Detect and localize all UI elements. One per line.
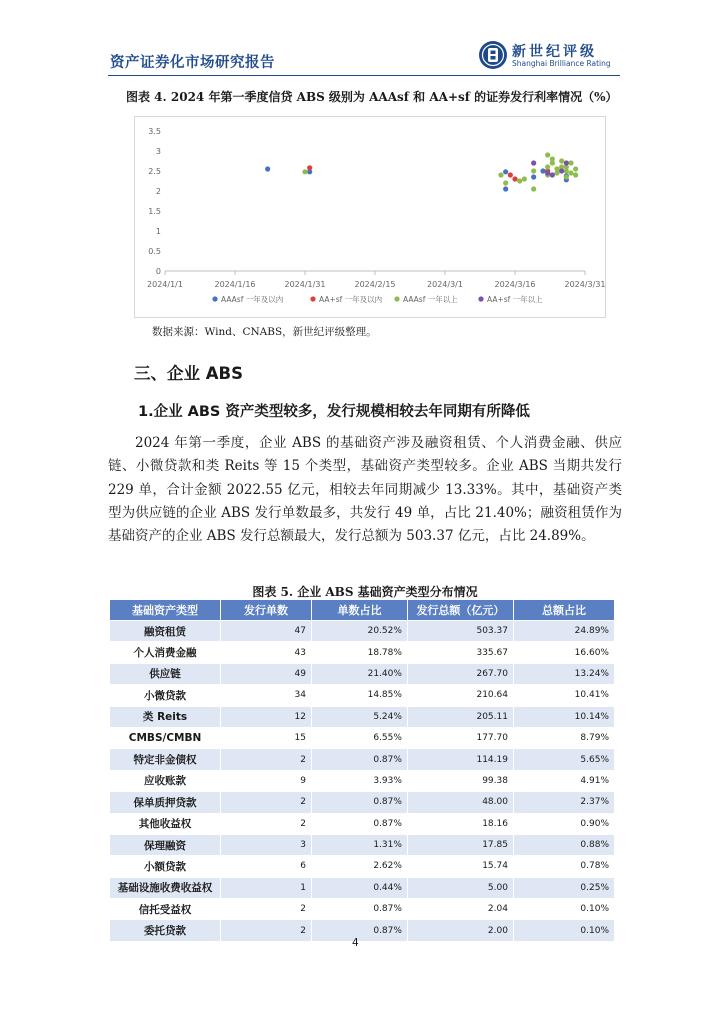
- table-cell-category: 保单质押贷款: [110, 792, 221, 813]
- asset-type-table: [109, 599, 615, 942]
- data-point: [503, 169, 508, 174]
- table-cell: 0.87%: [311, 749, 407, 770]
- table-cell-category: CMBS/CMBN: [110, 727, 221, 748]
- data-point: [531, 160, 536, 165]
- table-cell: 0.88%: [513, 834, 614, 855]
- table-row: [110, 920, 615, 941]
- table-cell: 0.10%: [513, 920, 614, 941]
- table-cell-category: 小微贷款: [110, 685, 221, 706]
- table-header: 发行单数: [221, 600, 312, 621]
- table-cell: 17.85: [407, 834, 513, 855]
- data-point: [512, 176, 517, 181]
- legend-label: AAAsf 一年及以内: [221, 295, 284, 304]
- table-cell: 503.37: [407, 621, 513, 642]
- figure-4-source: 数据来源：Wind、CNABS，新世纪评级整理。: [152, 326, 377, 338]
- table-cell: 5.65%: [513, 749, 614, 770]
- data-point: [568, 170, 573, 175]
- legend-label: AA+sf 一年及以内: [319, 295, 383, 304]
- data-point: [564, 168, 569, 173]
- body-paragraph: 2024 年第一季度，企业 ABS 的基础资产涉及融资租赁、个人消费金融、供应链、小微贷款和类 Reits 等 15 个类型，基础资产类型较多。企业 ABS 当期共发行 229 单，合计金额 2022.55 亿元，相较去年同期减少 13.33%。其中，基础资产类型为供应链的企业 ABS 发行单数最多，共发行 49 单，占比 21.40%；融资租赁作为基础资产的企业 ABS 发行总额最大，发行总额为 503.37 亿元，占比 24.89%。: [108, 435, 622, 545]
- table-cell: 99.38: [407, 770, 513, 791]
- table-cell: 15.74: [407, 856, 513, 877]
- table-cell-category: 类 Reits: [110, 706, 221, 727]
- y-tick-label: 1: [155, 227, 161, 236]
- table-cell: 3.93%: [311, 770, 407, 791]
- table-cell: 21.40%: [311, 663, 407, 684]
- table-row: [110, 834, 615, 855]
- company-name-cn: 新世纪评级: [512, 44, 597, 60]
- header-divider: [108, 75, 620, 76]
- table-cell: 47: [221, 621, 312, 642]
- table-cell: 2: [221, 813, 312, 834]
- table-cell: 2.00: [407, 920, 513, 941]
- table-cell: 12: [221, 706, 312, 727]
- table-cell: 3: [221, 834, 312, 855]
- y-tick-label: 2: [155, 187, 161, 196]
- data-point: [545, 152, 550, 157]
- table-cell: 2.62%: [311, 856, 407, 877]
- table-cell: 0.87%: [311, 792, 407, 813]
- table-cell: 2: [221, 792, 312, 813]
- table-cell: 16.60%: [513, 642, 614, 663]
- data-point: [554, 170, 559, 175]
- table-cell-category: 应收账款: [110, 770, 221, 791]
- table-cell: 8.79%: [513, 727, 614, 748]
- table-cell: 18.78%: [311, 642, 407, 663]
- table-cell: 34: [221, 685, 312, 706]
- table-cell: 0.87%: [311, 899, 407, 920]
- table-cell: 6.55%: [311, 727, 407, 748]
- table-cell: 0.87%: [311, 920, 407, 941]
- data-point: [550, 172, 555, 177]
- table-cell: 205.11: [407, 706, 513, 727]
- figure-4-caption: 图表 4. 2024 年第一季度信贷 ABS 级别为 AAAsf 和 AA+sf 的证券发行利率情况（%）: [126, 90, 618, 104]
- data-point: [545, 164, 550, 169]
- legend-marker: [310, 296, 315, 301]
- data-point: [522, 176, 527, 181]
- legend-marker: [478, 296, 483, 301]
- data-point: [503, 186, 508, 191]
- y-tick-label: 0: [155, 267, 161, 276]
- table-cell: 0.10%: [513, 899, 614, 920]
- x-tick-label: 2024/2/15: [354, 280, 396, 289]
- x-tick-label: 2024/3/31: [564, 280, 605, 289]
- x-tick-label: 2024/3/16: [494, 280, 536, 289]
- data-point: [564, 160, 569, 165]
- table-cell: 0.78%: [513, 856, 614, 877]
- table-row: [110, 621, 615, 642]
- data-point: [517, 178, 522, 183]
- table-cell: 5.24%: [311, 706, 407, 727]
- data-point: [573, 172, 578, 177]
- data-point: [540, 168, 545, 173]
- table-cell: 0.87%: [311, 813, 407, 834]
- table-cell: 9: [221, 770, 312, 791]
- table-cell: 14.85%: [311, 685, 407, 706]
- data-point: [531, 186, 536, 191]
- y-tick-label: 0.5: [148, 247, 161, 256]
- scatter-chart: [134, 116, 606, 318]
- data-point: [559, 158, 564, 163]
- table-row: [110, 856, 615, 877]
- table-cell: 5.00: [407, 877, 513, 898]
- table-cell: 0.25%: [513, 877, 614, 898]
- data-point: [498, 172, 503, 177]
- x-tick-label: 2024/1/31: [284, 280, 326, 289]
- table-cell: 6: [221, 856, 312, 877]
- table-cell-category: 信托受益权: [110, 899, 221, 920]
- y-tick-label: 3.5: [148, 127, 161, 136]
- table-cell: 2: [221, 899, 312, 920]
- y-tick-label: 1.5: [148, 207, 161, 216]
- table-cell: 114.19: [407, 749, 513, 770]
- company-logo-icon: [478, 40, 508, 70]
- report-title: 资产证券化市场研究报告: [110, 55, 275, 71]
- table-cell: 2: [221, 749, 312, 770]
- table-row: [110, 877, 615, 898]
- page-number: 4: [352, 937, 359, 949]
- table-cell: 0.44%: [311, 877, 407, 898]
- y-tick-label: 3: [155, 147, 161, 156]
- table-cell-category: 个人消费金融: [110, 642, 221, 663]
- table-cell: 335.67: [407, 642, 513, 663]
- data-point: [531, 168, 536, 173]
- table-cell: 15: [221, 727, 312, 748]
- table-row: [110, 813, 615, 834]
- data-point: [531, 174, 536, 179]
- table-cell: 10.14%: [513, 706, 614, 727]
- table-cell-category: 基础设施收费收益权: [110, 877, 221, 898]
- table-cell: 43: [221, 642, 312, 663]
- table-cell-category: 其他收益权: [110, 813, 221, 834]
- table-cell: 18.16: [407, 813, 513, 834]
- table-cell: 13.24%: [513, 663, 614, 684]
- data-point: [559, 168, 564, 173]
- table-row: [110, 642, 615, 663]
- y-tick-label: 2.5: [148, 167, 161, 176]
- table-header: 总额占比: [513, 600, 614, 621]
- table-header-row: [110, 600, 615, 621]
- table-cell: 49: [221, 663, 312, 684]
- table-cell-category: 供应链: [110, 663, 221, 684]
- table-cell: 0.90%: [513, 813, 614, 834]
- table-cell: 1: [221, 877, 312, 898]
- x-tick-label: 2024/1/1: [147, 280, 183, 289]
- legend-label: AAAsf 一年以上: [403, 295, 458, 304]
- data-point: [550, 156, 555, 161]
- table-row: [110, 749, 615, 770]
- data-point: [568, 160, 573, 165]
- table-cell-category: 融资租赁: [110, 621, 221, 642]
- x-tick-label: 2024/3/1: [427, 280, 463, 289]
- table-cell-category: 保理融资: [110, 834, 221, 855]
- table-cell: 20.52%: [311, 621, 407, 642]
- x-tick-label: 2024/1/16: [214, 280, 256, 289]
- table-row: [110, 663, 615, 684]
- table-cell: 4.91%: [513, 770, 614, 791]
- section-heading: 三、企业 ABS: [134, 364, 243, 383]
- table-cell-category: 小额贷款: [110, 856, 221, 877]
- table-row: [110, 685, 615, 706]
- table-row: [110, 727, 615, 748]
- data-point: [564, 174, 569, 179]
- data-point: [573, 166, 578, 171]
- data-point: [508, 172, 513, 177]
- table-cell-category: 特定非金债权: [110, 749, 221, 770]
- legend-marker: [212, 296, 217, 301]
- table-cell: 48.00: [407, 792, 513, 813]
- legend-marker: [394, 296, 399, 301]
- subsection-heading: 1.企业 ABS 资产类型较多，发行规模相较去年同期有所降低: [138, 404, 530, 420]
- table-header: 发行总额（亿元）: [407, 600, 513, 621]
- table-cell: 267.70: [407, 663, 513, 684]
- table-header: 单数占比: [311, 600, 407, 621]
- table-row: [110, 792, 615, 813]
- data-point: [302, 169, 307, 174]
- table-cell: 10.41%: [513, 685, 614, 706]
- table-cell: 177.70: [407, 727, 513, 748]
- company-name-en: Shanghai Brilliance Rating: [512, 59, 611, 68]
- table-header: 基础资产类型: [110, 600, 221, 621]
- table-cell: 24.89%: [513, 621, 614, 642]
- scatter-chart-svg: [135, 117, 605, 317]
- legend-label: AA+sf 一年以上: [487, 295, 543, 304]
- table-cell: 2: [221, 920, 312, 941]
- table-row: [110, 899, 615, 920]
- table-cell: 1.31%: [311, 834, 407, 855]
- data-point: [545, 170, 550, 175]
- table-cell-category: 委托贷款: [110, 920, 221, 941]
- table-cell: 210.64: [407, 685, 513, 706]
- table-cell: 2.37%: [513, 792, 614, 813]
- table-row: [110, 706, 615, 727]
- data-point: [307, 165, 312, 170]
- table-row: [110, 770, 615, 791]
- table-cell: 2.04: [407, 899, 513, 920]
- table-5-caption: 图表 5. 企业 ABS 基础资产类型分布情况: [252, 585, 478, 599]
- data-point: [265, 166, 270, 171]
- data-point: [503, 180, 508, 185]
